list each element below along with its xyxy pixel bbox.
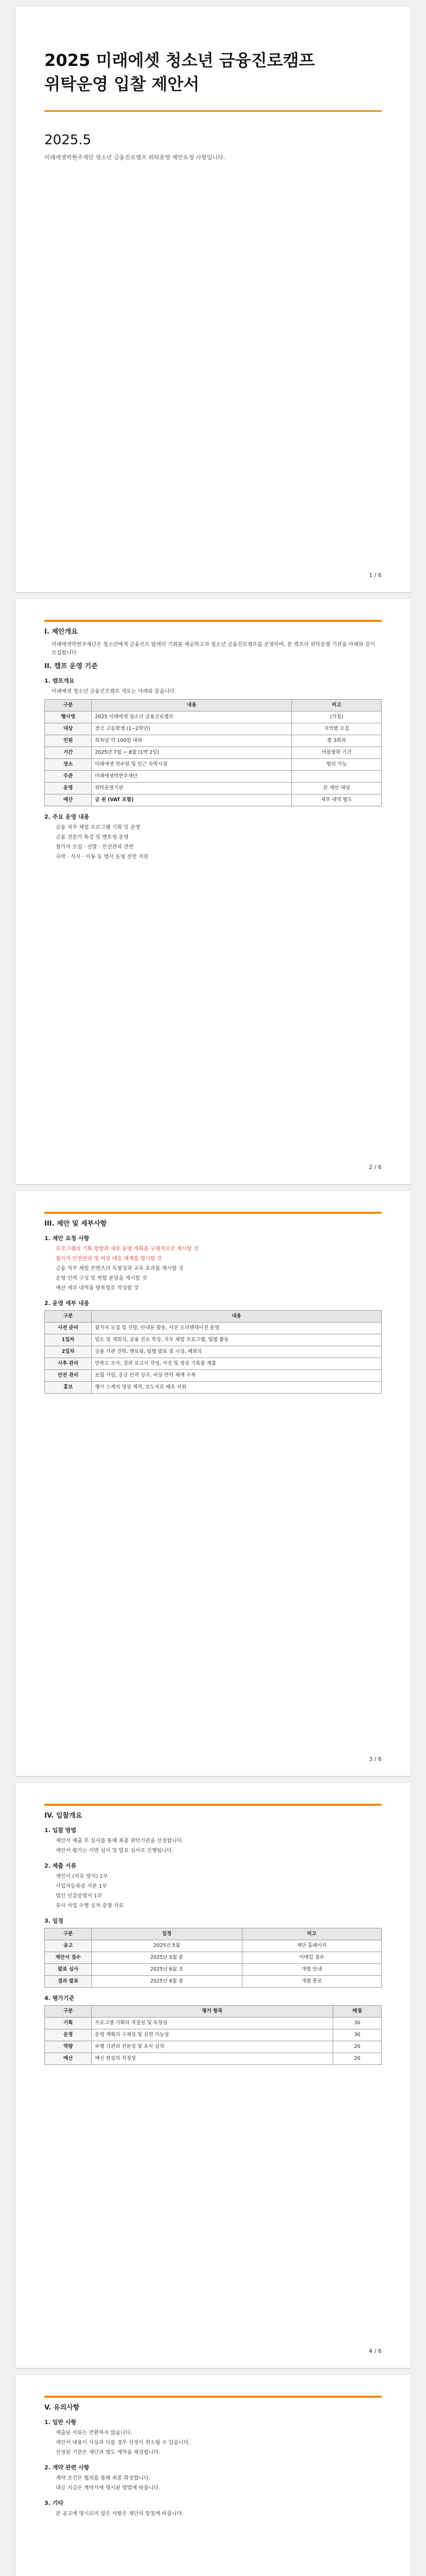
list-item: 제안서 제출 후 심사를 통해 최종 위탁기관을 선정합니다. — [56, 1838, 184, 1844]
cover-title-line-1: 2025 미래에셋 청소년 금융진로캠프 — [44, 50, 315, 70]
schedule-table — [44, 1928, 382, 1988]
table-row: 장소 미래에셋 연수원 및 인근 숙박시설 협의 가능 — [45, 759, 382, 771]
table-row: 주관 미래에셋박현주재단 — [45, 771, 382, 783]
list-item: 숙박 · 식사 · 이동 등 행사 운영 전반 지원 — [56, 854, 149, 860]
section-title: V. 유의사항 — [44, 2404, 80, 2412]
page-cover — [15, 7, 411, 592]
table-row: 홍보 행사 스케치 영상 제작, 보도자료 배포 지원 — [45, 1382, 382, 1394]
list-item: 참가자 모집 · 선발 · 안전관리 전반 — [56, 844, 134, 850]
list-item: 계약 조건은 협의를 통해 최종 확정합니다. — [56, 2476, 151, 2481]
table-row: 사후 관리 만족도 조사, 결과 보고서 작성, 사진 및 영상 기록물 제출 — [45, 1358, 382, 1370]
page-top-bar — [44, 2396, 382, 2398]
page-4 — [15, 1783, 411, 2368]
table-row: 결과 발표 2025년 6월 중 개별 통보 — [45, 1976, 382, 1988]
section-title: II. 캠프 운영 기준 — [44, 663, 98, 670]
subsection-title: 4. 평가기준 — [44, 1995, 75, 2002]
subsection-title: 2. 운영 세부 내용 — [44, 1300, 90, 1307]
list-item: 금융 직무 체험 콘텐츠의 독창성과 교육 효과를 제시할 것 — [56, 1266, 184, 1272]
subsection-title: 1. 입찰 방법 — [44, 1827, 76, 1834]
table-row: 행사명 2025 미래에셋 청소년 금융진로캠프 (가칭) — [45, 711, 382, 723]
table-header: 평가 항목 — [92, 2006, 333, 2018]
table-header: 구분 — [45, 1311, 92, 1323]
list-item: 유사 사업 수행 실적 증명 자료 — [56, 1903, 124, 1909]
subsection-title: 1. 제안 요청 사항 — [44, 1235, 90, 1242]
table-header: 내용 — [92, 700, 292, 711]
subsection-title: 2. 계약 관련 사항 — [44, 2464, 90, 2471]
list-item: 프로그램의 기획 방향과 세부 운영 계획을 구체적으로 제시할 것 — [56, 1246, 199, 1252]
page-3 — [15, 1191, 411, 1776]
table-row: 1일차 입소 및 개회식, 금융 진로 특강, 직무 체험 프로그램, 팀별 활동 — [45, 1334, 382, 1346]
cover-title — [44, 48, 382, 96]
list-item: 제안서 (자유 양식) 1부 — [56, 1874, 108, 1879]
table-header: 비고 — [292, 700, 382, 711]
subsection-title: 3. 일정 — [44, 1918, 63, 1924]
list-item: 제안서 평가는 서면 심사 및 발표 심사로 진행됩니다. — [56, 1848, 174, 1854]
overview-table — [44, 699, 382, 806]
table-header: 배점 — [333, 2006, 382, 2018]
table-row: 역량 수행 기관의 전문성 및 유사 실적 20 — [45, 2041, 382, 2053]
subsection-title: 1. 일반 사항 — [44, 2419, 76, 2426]
section-title: IV. 입찰개요 — [44, 1812, 82, 1820]
details-table — [44, 1310, 382, 1394]
page-2 — [15, 599, 411, 1184]
table-row: 운영 운영 계획의 구체성 및 실현 가능성 30 — [45, 2029, 382, 2041]
list-item: 사업자등록증 사본 1부 — [56, 1884, 107, 1889]
page-number: 4 / 6 — [369, 2348, 382, 2354]
list-item: 제출된 서류는 반환하지 않습니다. — [56, 2430, 132, 2436]
page-top-bar — [44, 1804, 382, 1806]
cover-subtitle: 미래에셋박현주재단 청소년 금융진로캠프 위탁운영 제안요청 사항입니다. — [44, 154, 225, 161]
table-header: 비고 — [242, 1928, 381, 1940]
section-text: 미래에셋박현주재단은 청소년에게 금융진로 탐색의 기회를 제공하고자 청소년 금융진로캠프를 운영하며, 본 캠프의 위탁운영 기관을 아래와 같이 모집합니다. — [52, 642, 375, 656]
subsection-title: 1. 캠프개요 — [44, 677, 75, 684]
table-row: 대상 전국 고등학생 (1~2학년) 지역별 모집 — [45, 723, 382, 735]
subsection-title: 2. 제출 서류 — [44, 1862, 76, 1869]
list-item: 본 공고에 명시되지 않은 사항은 재단의 방침에 따릅니다. — [56, 2511, 184, 2517]
table-row: 기간 2025년 7월 ~ 8월 (1박 2일) 여름방학 기간 — [45, 747, 382, 759]
evaluation-table — [44, 2005, 382, 2065]
page-number: 3 / 6 — [369, 1756, 382, 1762]
subsection-text: 미래에셋 청소년 금융진로캠프 개요는 아래와 같습니다. — [52, 689, 176, 694]
list-item: 대금 지급은 계약서에 명시된 방법에 따릅니다. — [56, 2485, 160, 2491]
table-row: 운영 위탁운영기관 본 제안 대상 — [45, 783, 382, 794]
list-item: 운영 인력 구성 및 역할 분담을 제시할 것 — [56, 1276, 147, 1281]
section-title: I. 제안개요 — [44, 628, 78, 636]
page-top-bar — [44, 620, 382, 622]
subsection-title: 3. 기타 — [44, 2500, 63, 2506]
table-header: 구분 — [45, 2006, 92, 2018]
list-item: 예산 세부 내역을 항목별로 작성할 것 — [56, 1285, 139, 1291]
list-item: 참가자 안전관리 및 비상 대응 체계를 명시할 것 — [56, 1256, 162, 1262]
page-top-bar — [44, 1212, 382, 1214]
table-row: 제안서 접수 2025년 5월 중 이메일 접수 — [45, 1952, 382, 1964]
list-item: 금융 전문가 특강 및 멘토링 운영 — [56, 835, 129, 840]
table-row: 인원 회차당 약 100명 내외 총 3회차 — [45, 735, 382, 747]
table-header: 구분 — [45, 700, 92, 711]
table-header: 내용 — [92, 1311, 382, 1323]
page-5 — [15, 2375, 411, 2576]
table-row: 기획 프로그램 기획의 적절성 및 독창성 30 — [45, 2018, 382, 2029]
cover-divider — [44, 110, 382, 112]
table-row: 발표 심사 2025년 6월 초 개별 안내 — [45, 1964, 382, 1976]
page-number: 2 / 6 — [369, 1164, 382, 1171]
list-item: 선정된 기관은 재단과 별도 계약을 체결합니다. — [56, 2450, 160, 2455]
section-title: III. 제안 및 세부사항 — [44, 1220, 107, 1228]
table-row: 사전 준비 참가자 모집 및 선발, 안내문 발송, 사전 오리엔테이션 운영 — [45, 1323, 382, 1334]
table-header: 구분 — [45, 1928, 92, 1940]
list-item: 제안서 내용이 사실과 다를 경우 선정이 취소될 수 있습니다. — [56, 2440, 190, 2446]
table-row: 공고 2025년 5월 재단 홈페이지 — [45, 1940, 382, 1952]
table-row: 예산 예산 편성의 적정성 20 — [45, 2053, 382, 2065]
subsection-title: 2. 주요 운영 내용 — [44, 814, 90, 820]
table-header: 일정 — [92, 1928, 242, 1940]
list-item: 금융 직무 체험 프로그램 기획 및 운영 — [56, 825, 140, 831]
list-item: 법인 인감증명서 1부 — [56, 1893, 102, 1899]
table-row: 2일차 금융 기관 견학, 멘토링, 팀별 발표 및 시상, 폐회식 — [45, 1346, 382, 1358]
cover-date: 2025.5 — [44, 132, 91, 148]
cover-title-line-2: 위탁운영 입찰 제안서 — [44, 74, 200, 94]
table-row: 안전 관리 보험 가입, 응급 인력 상주, 비상 연락 체계 구축 — [45, 1370, 382, 1382]
table-row: 예산 금 원 (VAT 포함) 세부 내역 별도 — [45, 794, 382, 806]
page-number: 1 / 6 — [369, 572, 382, 579]
